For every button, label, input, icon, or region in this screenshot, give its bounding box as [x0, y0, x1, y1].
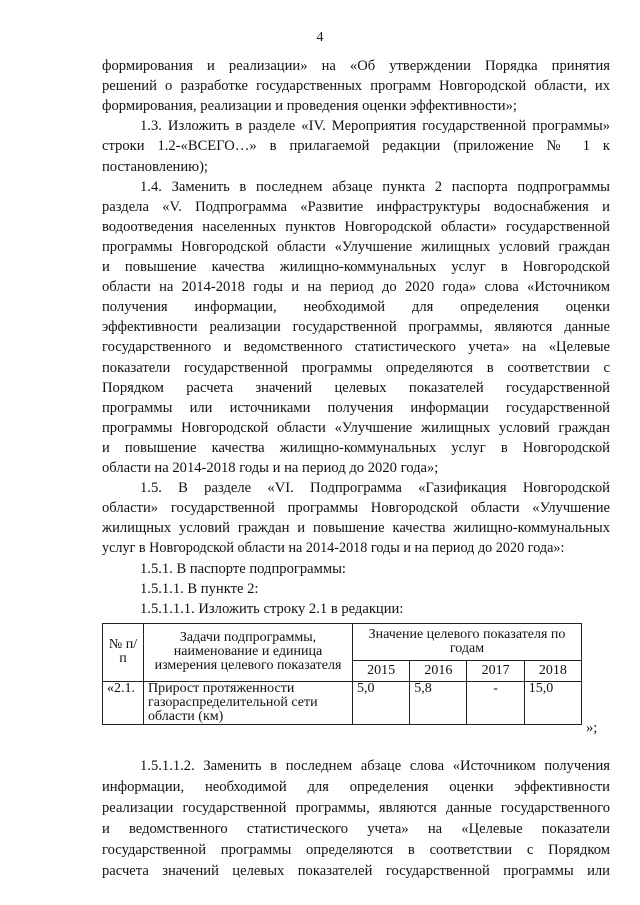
year-header: 2018: [524, 660, 581, 681]
text-line: программы Новгородской области «Улучшение жилищных условий граждан: [102, 238, 610, 255]
text-line: показатели государственной программы определяются в соответствии с: [102, 359, 610, 376]
page-number: 4: [316, 30, 324, 45]
col-task-header: Задачи подпрограммы, наименование и единица измерения целевого показателя: [144, 623, 353, 681]
row-value: -: [467, 681, 524, 724]
text-line: услуг в Новгородской области на 2014-2018 годы и на период до 2020 года»:: [102, 540, 565, 557]
text-line: и повышение качества жилищно-коммунальных услуг в Новгородской: [102, 439, 610, 456]
text-line: 1.4. Заменить в последнем абзаце пункта 2 паспорта подпрограммы: [140, 178, 610, 195]
row-value: 5,8: [410, 681, 467, 724]
text-line: раздела «V. Подпрограмма «Развитие инфраструктуры водоснабжения и: [102, 198, 610, 215]
row-num: «2.1.: [103, 681, 144, 724]
year-header: 2016: [410, 660, 467, 681]
text-line: области» государственной программы Новгородской области «Улучшение: [102, 500, 610, 517]
text-line: 1.5.1.1.2. Заменить в последнем абзаце слова «Источником получения: [140, 758, 610, 774]
text-line: программы Новгородской области «Улучшение жилищных условий граждан: [102, 419, 610, 436]
col-value-header: Значение целевого показателя по годам: [353, 623, 582, 660]
text-line: реализации государственной программы, являются данные государственного: [102, 800, 610, 816]
text-line: 1.5. В разделе «VI. Подпрограмма «Газификация Новгородской: [140, 480, 610, 497]
text-line: формирования, реализации и проведения оценки эффективности»;: [102, 98, 517, 115]
text-line: 1.5.1. В паспорте подпрограммы:: [140, 560, 346, 577]
text-line: 1.5.1.1. В пункте 2:: [140, 580, 259, 597]
text-line: водоотведения населенных пунктов Новгородской области» государственной: [102, 218, 610, 235]
text-line: 1.5.1.1.1. Изложить строку 2.1 в редакции:: [140, 600, 404, 617]
text-line: 1.3. Изложить в разделе «IV. Мероприятия государственной программы»: [140, 118, 610, 135]
text-line: и повышение качества жилищно-коммунальных услуг в Новгородской: [102, 259, 610, 275]
text-line: области на 2014-2018 годы и на период до 2020 года»;: [102, 460, 439, 476]
text-line: формирования и реализации» на «Об утверждении Порядка принятия: [102, 58, 610, 74]
text-line: области на 2014-2018 годы и на период до 2020 года» слова «Источником: [102, 279, 610, 296]
text-line: государственного и ведомственного статистического учета» на «Целевые: [102, 339, 610, 356]
text-line: и ведомственного статистического учета» на «Целевые показатели: [102, 821, 610, 837]
text-line: государственной программы определяются в соответствии с Порядком: [102, 842, 610, 858]
text-line: программы или источниками получения информации государственной: [102, 399, 610, 416]
indicator-table: [102, 623, 582, 725]
text-line: Порядком расчета значений целевых показателей государственной: [102, 379, 610, 396]
table-closing-quote: »;: [586, 720, 598, 736]
row-task: Прирост протяженности газораспределительной сети области (км): [144, 681, 353, 724]
col-num-header: № п/п: [103, 623, 144, 681]
text-line: постановлению);: [102, 158, 208, 175]
text-line: расчета значений целевых показателей государственной программы или: [102, 863, 610, 879]
year-header: 2015: [353, 660, 410, 681]
text-line: получения информации, необходимой для определения оценки: [102, 299, 610, 316]
text-line: информации, необходимой для определения оценки эффективности: [102, 779, 610, 795]
text-line: жилищных условий граждан и повышение качества жилищно-коммунальных: [102, 520, 610, 537]
text-line: эффективности реализации государственной программы, являются данные: [102, 319, 610, 336]
year-header: 2017: [467, 660, 524, 681]
text-line: решений о разработке государственных программ Новгородской области, их: [102, 78, 610, 95]
text-line: строки 1.2-«ВСЕГО…» в прилагаемой редакции (приложение № 1 к: [102, 138, 610, 155]
row-value: 15,0: [524, 681, 581, 724]
row-value: 5,0: [353, 681, 410, 724]
